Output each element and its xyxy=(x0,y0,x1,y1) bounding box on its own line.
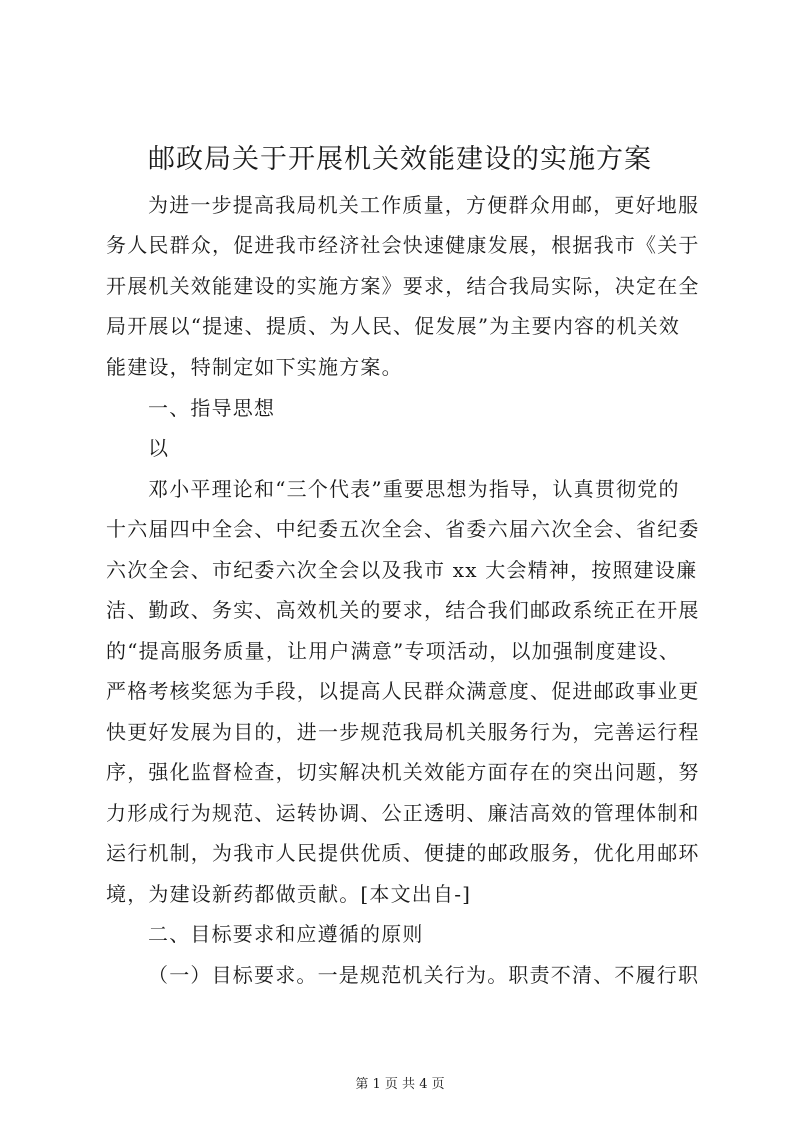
section1-line: 严格考核奖惩为手段，以提高人民群众满意度、促进邮政事业更 xyxy=(106,679,700,703)
section1-line: 六次全会、市纪委六次全会以及我市 xx 大会精神，按照建设廉 xyxy=(106,558,698,582)
section1-line: 序，强化监督检查，切实解决机关效能方面存在的突出问题，努 xyxy=(106,760,700,784)
section1-line: 力形成行为规范、运转协调、公正透明、廉洁高效的管理体制和 xyxy=(106,801,700,825)
document-title: 邮政局关于开展机关效能建设的实施方案 xyxy=(148,144,652,175)
section1-line: 的“提高服务质量，让用户满意”专项活动，以加强制度建设、 xyxy=(106,639,681,663)
intro-line: 为进一步提高我局机关工作质量，方便群众用邮，更好地服 xyxy=(148,193,700,217)
section-heading-guiding-thought: 一、指导思想 xyxy=(148,396,276,420)
section1-line: 快更好发展为目的，进一步规范我局机关服务行为，完善运行程 xyxy=(106,720,700,744)
intro-line: 局开展以“提速、提质、为人民、促发展”为主要内容的机关效 xyxy=(106,314,681,338)
section1-line: 洁、勤政、务实、高效机关的要求，结合我们邮政系统正在开展 xyxy=(106,598,700,622)
section2-line: （一）目标要求。一是规范机关行为。职责不清、不履行职 xyxy=(148,963,700,987)
section1-line: 运行机制，为我市人民提供优质、便捷的邮政服务，优化用邮环 xyxy=(106,841,700,865)
intro-line: 务人民群众，促进我市经济社会快速健康发展，根据我市《关于 xyxy=(106,233,700,257)
intro-line: 能建设，特制定如下实施方案。 xyxy=(106,355,403,379)
section1-lead-char: 以 xyxy=(148,436,170,460)
section-heading-goals-principles: 二、目标要求和应遵循的原则 xyxy=(148,922,424,946)
intro-line: 开展机关效能建设的实施方案》要求，结合我局实际，决定在全 xyxy=(106,274,700,298)
page-footer: 第 1 页 共 4 页 xyxy=(355,1077,445,1092)
section1-line: 邓小平理论和“三个代表”重要思想为指导，认真贯彻党的 xyxy=(148,477,680,501)
section1-line: 十六届四中全会、中纪委五次全会、省委六届六次全会、省纪委 xyxy=(106,517,700,541)
section1-line: 境，为建设新药都做贡献。[本文出自-] xyxy=(106,882,472,906)
